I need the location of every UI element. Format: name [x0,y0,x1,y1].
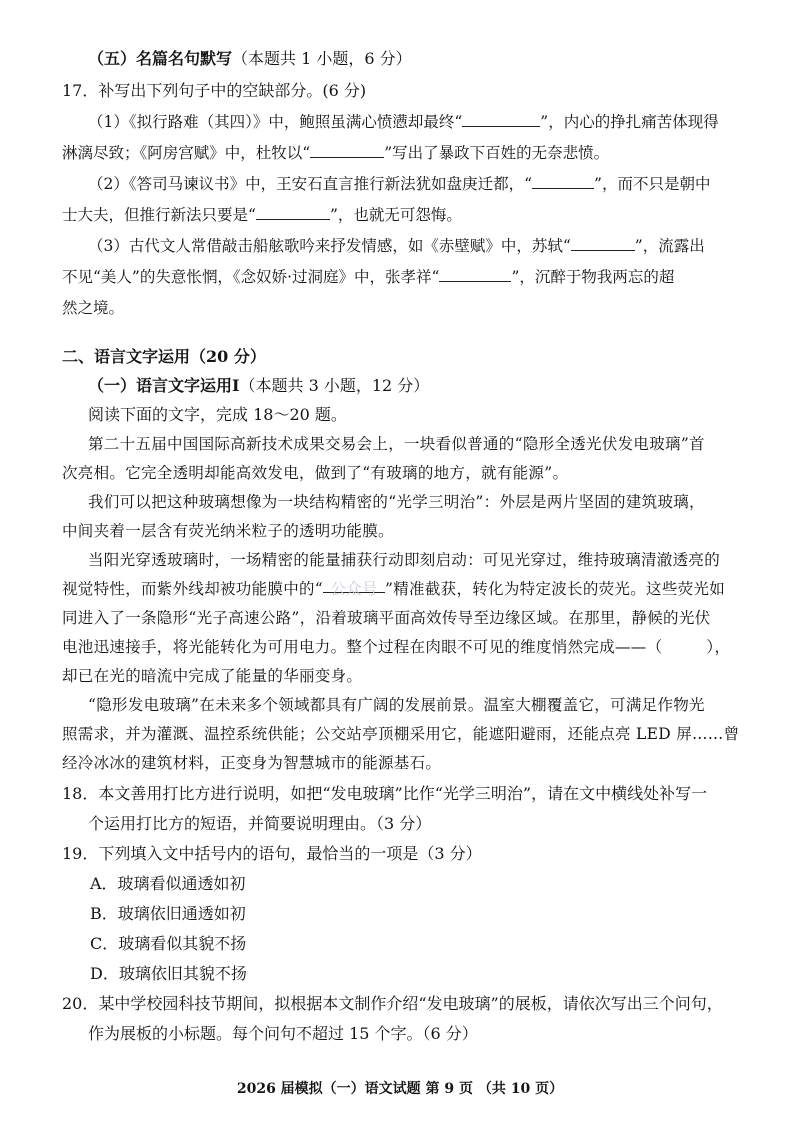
q17-item3-text-d: ”，沉醉于物我两忘的超 [511,268,675,286]
q17-item3-text-c: 不见“美人”的失意怅惘，《念奴娇·过洞庭》中，张孝祥“ [62,268,440,286]
q17-item2-text-c: 士大夫，但推行新法只要是“ [62,206,256,224]
passage-text: ）， [706,638,731,656]
q17-stem: 17．补写出下列句子中的空缺部分。(6 分) [62,81,367,100]
q17-item3-text-b: ”，流露出 [634,237,705,255]
passage-line: “隐形发电玻璃”在未来多个领域都具有广阔的发展前景。温室大棚覆盖它，可满足作物光 [88,696,705,714]
answer-blank[interactable] [439,267,511,282]
passage-line: 我们可以把这种玻璃想像为一块结构精密的“光学三明治”：外层是两片坚固的建筑玻璃， [88,493,705,511]
q18-line1: 18．本文善用打比方进行说明，如把“发电玻璃”比作“光学三明治”，请在文中横线处补写一 [62,784,708,803]
part2-sub-heading: （一）语言文字运用Ⅰ [88,376,240,395]
fill-in-blank[interactable]: 公众号 [323,578,385,593]
q17-item3-text-a: （3）古代文人常借敲击船舷歌吟来抒发情感，如《赤壁赋》中，苏轼“ [88,237,571,255]
passage-line: 经冷冰冰的建筑材料，正变身为智慧城市的能源基石。 [62,754,442,772]
q20-line1: 20．某中学校园科技节期间，拟根据本文制作介绍“发电玻璃”的展板，请依次写出三个问句， [62,994,723,1013]
passage-line: 次亮相。它完全透明却能高效发电，做到了“有玻璃的地方，就有能源”。 [62,464,569,482]
part2-sub-heading-line [88,375,429,397]
page-footer: 2026 届模拟（一）语文试题 第 9 页 （共 10 页） [236,1081,564,1097]
q20-line2: 作为展板的小标题。每个问句不超过 15 个字。（6 分） [88,1024,478,1043]
answer-blank[interactable] [571,236,635,251]
q17-item1-text-b: ”，内心的挣扎痛苦体现得 [540,113,719,131]
passage-text: ”精准截获，转化为特定波长的荧光。这些荧光如 [385,580,726,598]
q17-item2-line2 [62,204,462,226]
passage-line: 照需求，并为灌溉、温控系统供能；公交站亭顶棚采用它，能遮阳避雨，还能点亮 LED 屏……曾 [62,725,740,743]
q17-item1-text-d: ”写出了暴政下百姓的无奈悲愤。 [384,144,610,162]
passage-text: 电池迅速接手，将光能转化为可用电力。整个过程在肉眼不可见的维度悄然完成——（ [62,638,663,656]
q17-item2-line1 [88,173,710,195]
passage-text: 视觉特性，而紫外线却被功能膜中的“ [62,580,324,598]
section5-heading-line [88,48,412,70]
q19-option-b[interactable]: B．玻璃依旧通透如初 [90,904,246,923]
q17-item2-text-d: ”，也就无可怨悔。 [329,206,462,224]
part2-sub-note: （本题共 3 小题，12 分） [239,376,430,395]
passage-line: 中间夹着一层含有荧光纳米粒子的透明功能膜。 [62,522,394,540]
q17-item1-text-c: 淋漓尽致；《阿房宫赋》中，杜牧以“ [62,144,311,162]
q17-item2-text-b: ”，而不只是朝中 [594,175,711,193]
passage-line-with-paren [62,636,730,658]
q17-item1-line2 [62,142,609,164]
q17-item3-line1 [88,235,705,257]
q18-line2: 个运用打比方的短语，并简要说明理由。（3 分） [88,814,432,833]
part2-heading: 二、语言文字运用（20 分） [62,347,266,366]
answer-blank[interactable] [310,143,384,158]
passage-line: 同进入了一条隐形“光子高速公路”，沿着玻璃平面高效传导至边缘区域。在那里，静候的光伏 [62,609,711,627]
q17-item1-text-a: （1）《拟行路难（其四）》中，鲍照虽满心愤懑却最终“ [88,113,463,131]
q19-option-a[interactable]: A．玻璃看似通透如初 [90,874,246,893]
section5-heading-note: （本题共 1 小题，6 分） [232,49,412,68]
q17-item3-line2 [62,266,674,288]
passage-line: 却已在光的暗流中完成了能量的华丽变身。 [62,667,363,685]
q17-item3-line3: 然之境。 [62,299,125,317]
q17-item1-line1 [88,111,719,133]
q19-stem: 19．下列填入文中括号内的语句，最恰当的一项是（3 分） [62,844,482,863]
passage-line: 第二十五届中国国际高新技术成果交易会上，一块看似普通的“隐形全透光伏发电玻璃”首 [88,435,705,453]
part2-instruction: 阅读下面的文字，完成 18～20 题。 [88,405,347,424]
passage-line-with-blank [62,578,725,600]
answer-blank[interactable] [462,112,540,127]
passage-line: 当阳光穿透玻璃时，一场精密的能量捕获行动即刻启动：可见光穿过，维持玻璃清澈透亮的 [88,551,721,569]
q17-item2-text-a: （2）《答司马谏议书》中，王安石直言推行新法犹如盘庚迁都，“ [88,175,533,193]
answer-blank[interactable] [256,205,330,220]
q19-option-c[interactable]: C．玻璃看似其貌不扬 [90,934,247,953]
q19-option-d[interactable]: D．玻璃依旧其貌不扬 [90,964,247,983]
answer-blank[interactable] [532,174,594,189]
section5-heading: （五）名篇名句默写 [88,49,233,68]
